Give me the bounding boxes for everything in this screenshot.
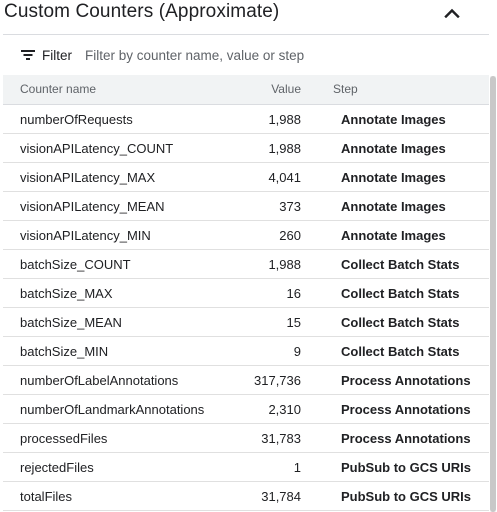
table-row bbox=[3, 453, 489, 482]
column-header-counter-name[interactable]: Counter name bbox=[20, 82, 97, 96]
table-body bbox=[3, 105, 489, 511]
counter-value-cell: 1,988 bbox=[268, 141, 301, 156]
counter-name-cell: batchSize_MEAN bbox=[20, 315, 122, 330]
table-row bbox=[3, 279, 489, 308]
filter-button[interactable] bbox=[21, 44, 72, 66]
counter-name-cell: totalFiles bbox=[20, 489, 73, 504]
counter-step-cell: Annotate Images bbox=[341, 112, 446, 127]
counter-value-cell: 373 bbox=[279, 199, 301, 214]
table-row bbox=[3, 308, 489, 337]
counter-name-cell: visionAPILatency_COUNT bbox=[20, 141, 174, 156]
counters-table bbox=[3, 75, 489, 511]
counter-step-cell: Process Annotations bbox=[341, 431, 471, 446]
counter-name-cell: visionAPILatency_MEAN bbox=[20, 199, 165, 214]
table-row bbox=[3, 424, 489, 453]
counter-value-cell: 4,041 bbox=[268, 170, 301, 185]
counter-name-cell: visionAPILatency_MAX bbox=[20, 170, 156, 185]
counter-name-cell: numberOfLandmarkAnnotations bbox=[20, 402, 205, 417]
panel-title: Custom Counters (Approximate) bbox=[4, 1, 280, 22]
counter-step-cell: Collect Batch Stats bbox=[341, 257, 460, 272]
table-row bbox=[3, 395, 489, 424]
chevron-up-icon bbox=[444, 8, 460, 18]
counter-name-cell: rejectedFiles bbox=[20, 460, 94, 475]
counter-value-cell: 2,310 bbox=[268, 402, 301, 417]
panel-header bbox=[0, 0, 497, 34]
counter-value-cell: 1,988 bbox=[268, 112, 301, 127]
counter-step-cell: Collect Batch Stats bbox=[341, 286, 460, 301]
column-header-value[interactable]: Value bbox=[271, 82, 301, 96]
table-row bbox=[3, 250, 489, 279]
counter-name-cell: numberOfRequests bbox=[20, 112, 133, 127]
counter-value-cell: 9 bbox=[293, 344, 301, 359]
counter-value-cell: 260 bbox=[279, 228, 301, 243]
counter-name-cell: batchSize_COUNT bbox=[20, 257, 131, 272]
table-row bbox=[3, 105, 489, 134]
counter-name-cell: visionAPILatency_MIN bbox=[20, 228, 151, 243]
table-row bbox=[3, 337, 489, 366]
column-header-step[interactable]: Step bbox=[333, 82, 358, 96]
scrollbar-track[interactable] bbox=[490, 76, 496, 512]
filter-bar bbox=[3, 35, 489, 75]
counter-value-cell: 16 bbox=[286, 286, 301, 301]
table-row bbox=[3, 366, 489, 395]
counter-value-cell: 1 bbox=[293, 460, 301, 475]
counter-step-cell: Collect Batch Stats bbox=[341, 344, 460, 359]
counter-step-cell: PubSub to GCS URIs bbox=[341, 460, 471, 475]
table-header bbox=[3, 75, 489, 105]
counter-name-cell: processedFiles bbox=[20, 431, 108, 446]
filter-lines-icon bbox=[21, 49, 35, 61]
counter-step-cell: Annotate Images bbox=[341, 228, 446, 243]
counter-step-cell: PubSub to GCS URIs bbox=[341, 489, 471, 504]
counter-step-cell: Annotate Images bbox=[341, 170, 446, 185]
counter-step-cell: Annotate Images bbox=[341, 199, 446, 214]
counter-step-cell: Annotate Images bbox=[341, 141, 446, 156]
counter-value-cell: 317,736 bbox=[254, 373, 301, 388]
counter-value-cell: 31,784 bbox=[261, 489, 301, 504]
counter-step-cell: Process Annotations bbox=[341, 402, 471, 417]
counter-name-cell: batchSize_MIN bbox=[20, 344, 109, 359]
table-row bbox=[3, 192, 489, 221]
counter-step-cell: Process Annotations bbox=[341, 373, 471, 388]
table-row bbox=[3, 482, 489, 511]
counter-name-cell: batchSize_MAX bbox=[20, 286, 113, 301]
table-row bbox=[3, 134, 489, 163]
table-row bbox=[3, 221, 489, 250]
counter-value-cell: 31,783 bbox=[261, 431, 301, 446]
table-row bbox=[3, 163, 489, 192]
scrollbar-thumb[interactable] bbox=[490, 76, 496, 512]
counter-name-cell: numberOfLabelAnnotations bbox=[20, 373, 179, 388]
collapse-button[interactable] bbox=[440, 3, 464, 23]
filter-input[interactable] bbox=[85, 45, 475, 65]
filter-label: Filter bbox=[42, 47, 72, 63]
counter-step-cell: Collect Batch Stats bbox=[341, 315, 460, 330]
counter-value-cell: 1,988 bbox=[268, 257, 301, 272]
counter-value-cell: 15 bbox=[286, 315, 301, 330]
